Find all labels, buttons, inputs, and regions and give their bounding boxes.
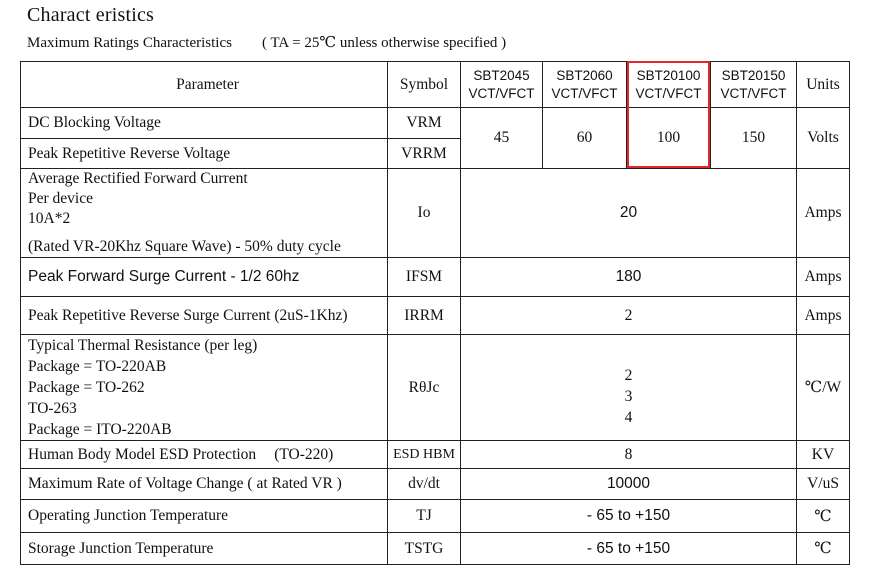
param-peak-rep-rev-surge: Peak Repetitive Reverse Surge Current (2uS-1Khz) <box>21 297 388 335</box>
table-row <box>21 169 850 258</box>
value-storage-temp: - 65 to +150 <box>461 533 797 565</box>
header-model-4: SBT20150 VCT/VFCT <box>711 62 797 108</box>
param-avg-rectified: Average Rectified Forward Current Per device 10A*2 (Rated VR-20Khz Square Wave) - 50% duty cycle <box>21 169 388 258</box>
value-2060-voltage: 60 <box>543 108 627 169</box>
table-row <box>21 297 850 335</box>
value-thermal-resistance: 2 3 4 <box>461 335 797 441</box>
value-peak-rep-rev-surge: 2 <box>461 297 797 335</box>
header-model-3: SBT20100 VCT/VFCT <box>627 62 711 108</box>
table-row <box>21 441 850 469</box>
symbol-io: Io <box>388 169 461 258</box>
units-volts: Volts <box>797 108 850 169</box>
symbol-vrrm: VRRM <box>388 139 461 169</box>
units-celsius: ℃ <box>797 500 850 533</box>
param-dvdt: Maximum Rate of Voltage Change ( at Rated VR ) <box>21 469 388 500</box>
value-op-junction-temp: - 65 to +150 <box>461 500 797 533</box>
units-amps: Amps <box>797 297 850 335</box>
table-row <box>21 533 850 565</box>
param-dc-blocking: DC Blocking Voltage <box>21 108 388 139</box>
units-kv: KV <box>797 441 850 469</box>
value-esd: 8 <box>461 441 797 469</box>
symbol-tj: TJ <box>388 500 461 533</box>
table-row <box>21 108 850 139</box>
value-20150-voltage: 150 <box>711 108 797 169</box>
symbol-ifsm: IFSM <box>388 258 461 297</box>
table-row <box>21 258 850 297</box>
symbol-irrm: IRRM <box>388 297 461 335</box>
header-row <box>21 62 850 108</box>
table-row <box>21 335 850 441</box>
param-op-junction-temp: Operating Junction Temperature <box>21 500 388 533</box>
units-v-per-us: V/uS <box>797 469 850 500</box>
table-row <box>21 500 850 533</box>
value-avg-rectified: 20 <box>461 169 797 258</box>
subtitle <box>27 33 506 52</box>
units-amps: Amps <box>797 169 850 258</box>
header-model-1: SBT2045 VCT/VFCT <box>461 62 543 108</box>
ratings-table <box>20 61 850 565</box>
value-20100-voltage: 100 <box>627 108 711 169</box>
value-2045-voltage: 45 <box>461 108 543 169</box>
table-row <box>21 469 850 500</box>
condition-note: ( TA = 25℃ unless otherwise specified ) <box>261 35 507 51</box>
units-c-per-w: ℃/W <box>797 335 850 441</box>
param-esd: Human Body Model ESD Protection (TO-220) <box>21 441 388 469</box>
units-celsius: ℃ <box>797 533 850 565</box>
param-storage-temp: Storage Junction Temperature <box>21 533 388 565</box>
value-dvdt: 10000 <box>461 469 797 500</box>
symbol-vrm: VRM <box>388 108 461 139</box>
value-peak-fwd-surge: 180 <box>461 258 797 297</box>
page-title: Charact eristics <box>27 4 155 26</box>
header-symbol: Symbol <box>388 62 461 108</box>
header-units: Units <box>797 62 850 108</box>
symbol-esd-hbm: ESD HBM <box>388 441 461 469</box>
units-amps: Amps <box>797 258 850 297</box>
header-model-2: SBT2060 VCT/VFCT <box>543 62 627 108</box>
subtitle-label: Maximum Ratings Characteristics <box>27 35 232 51</box>
symbol-tstg: TSTG <box>388 533 461 565</box>
param-peak-rep-rev-voltage: Peak Repetitive Reverse Voltage <box>21 139 388 169</box>
header-parameter: Parameter <box>21 62 388 108</box>
param-thermal-resistance: Typical Thermal Resistance (per leg) Package = TO-220AB Package = TO-262 TO-263 Package = ITO-220AB <box>21 335 388 441</box>
symbol-dvdt: dv/dt <box>388 469 461 500</box>
symbol-rthjc: RθJc <box>388 335 461 441</box>
param-peak-fwd-surge: Peak Forward Surge Current - 1/2 60hz <box>21 258 388 297</box>
